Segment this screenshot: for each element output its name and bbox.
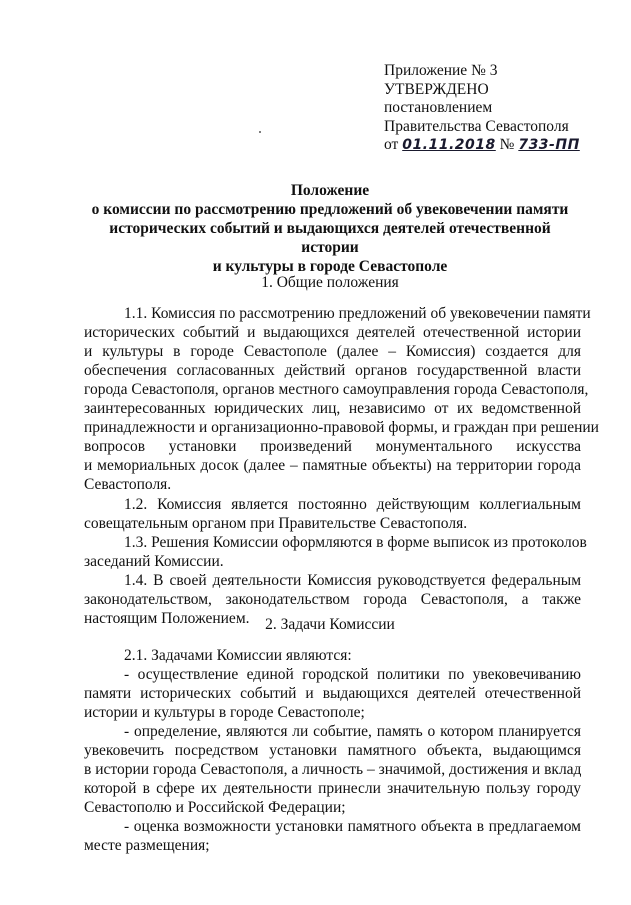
text-line: - определение, являются ли событие, память о котором планируется bbox=[124, 723, 581, 740]
appendix-number: Приложение № 3 bbox=[384, 62, 498, 79]
text-line: истории и культуры в городе Севастополе; bbox=[84, 704, 365, 721]
paragraph-1-2 bbox=[84, 495, 581, 533]
document-title bbox=[80, 181, 580, 276]
text-line: 1.1. Комиссия по рассмотрению предложений об увековечении памяти bbox=[124, 305, 591, 322]
decree-date-line bbox=[384, 136, 580, 155]
approved-stamp-text: УТВЕРЖДЕНО bbox=[384, 80, 489, 98]
task-item-2 bbox=[84, 722, 581, 817]
text-line: Севастополя. bbox=[84, 476, 172, 493]
title-line-2: о комиссии по рассмотрению предложений об увековечении памяти bbox=[91, 201, 569, 218]
text-line: в истории города Севастополя, а личность – значимой, достижения и вклад bbox=[84, 761, 582, 778]
section-2-heading: 2. Задачи Комиссии bbox=[265, 616, 395, 633]
scan-speck bbox=[259, 131, 261, 133]
text-line: исторических событий и выдающихся деятелей отечественной истории bbox=[84, 324, 581, 341]
text-line: законодательством, законодательством города Севастополя, а также bbox=[84, 591, 581, 608]
text-line: памяти исторических событий и выдающихся деятелей отечественной bbox=[84, 685, 581, 702]
title-line-4: и культуры в городе Севастополе bbox=[212, 258, 448, 275]
title-line-3: исторических событий и выдающихся деятелей отечественной истории bbox=[109, 220, 551, 256]
text-line: заседаний Комиссии. bbox=[84, 553, 224, 570]
paragraph-1-1 bbox=[84, 304, 599, 494]
title-line-1: Положение bbox=[290, 182, 370, 199]
approval-block bbox=[384, 62, 580, 155]
from-prefix: от bbox=[384, 136, 399, 153]
decree-date: 01.11.2018 bbox=[402, 137, 496, 153]
paragraph-2-1 bbox=[84, 646, 581, 665]
text-line: 1.4. В своей деятельности Комиссия руководствуется федеральным bbox=[124, 572, 581, 589]
text-line: обеспечения согласованных действий органов государственной власти bbox=[84, 362, 581, 379]
decree-label: постановлением bbox=[384, 99, 493, 116]
number-sign: № bbox=[499, 136, 515, 153]
government-label: Правительства Севастополя bbox=[384, 117, 569, 135]
text-line: 1.2. Комиссия является постоянно действующим коллегиальным bbox=[124, 496, 581, 513]
text-line: которой в сфере их деятельности принесли значительную пользу городу bbox=[84, 780, 581, 797]
task-item-1 bbox=[84, 665, 581, 722]
text-line: и мемориальных досок (далее – памятные объекты) на территории города bbox=[84, 457, 581, 474]
text-line: принадлежности и организационно-правовой формы, и граждан при решении bbox=[84, 419, 599, 436]
text-line: совещательным органом при Правительстве Севастополя. bbox=[84, 515, 468, 532]
decree-number: 733-ПП bbox=[518, 137, 580, 153]
text-line: города Севастополя, органов местного самоуправления города Севастополя, bbox=[84, 381, 589, 398]
text-line: 2.1. Задачами Комиссии являются: bbox=[124, 647, 352, 664]
text-line: - оценка возможности установки памятного объекта в предлагаемом bbox=[124, 818, 581, 835]
text-line: и культуры в городе Севастополе (далее – Комиссия) создается для bbox=[84, 343, 581, 360]
text-line: - осуществление единой городской политики по увековечиванию bbox=[124, 666, 581, 683]
task-item-3 bbox=[84, 817, 581, 855]
text-line: заинтересованных юридических лиц, независимо от их ведомственной bbox=[84, 400, 581, 417]
section-1-heading: 1. Общие положения bbox=[261, 274, 399, 291]
text-line: 1.3. Решения Комиссии оформляются в форме выписок из протоколов bbox=[124, 534, 587, 551]
text-line: увековечить посредством установки памятного объекта, выдающимся bbox=[84, 742, 581, 759]
text-line: вопросов установки произведений монументального искусства bbox=[84, 438, 581, 455]
text-line: месте размещения; bbox=[84, 837, 210, 854]
paragraph-1-3 bbox=[84, 533, 587, 571]
text-line: настоящим Положением. bbox=[84, 610, 250, 627]
text-line: Севастополю и Российской Федерации; bbox=[84, 799, 346, 816]
